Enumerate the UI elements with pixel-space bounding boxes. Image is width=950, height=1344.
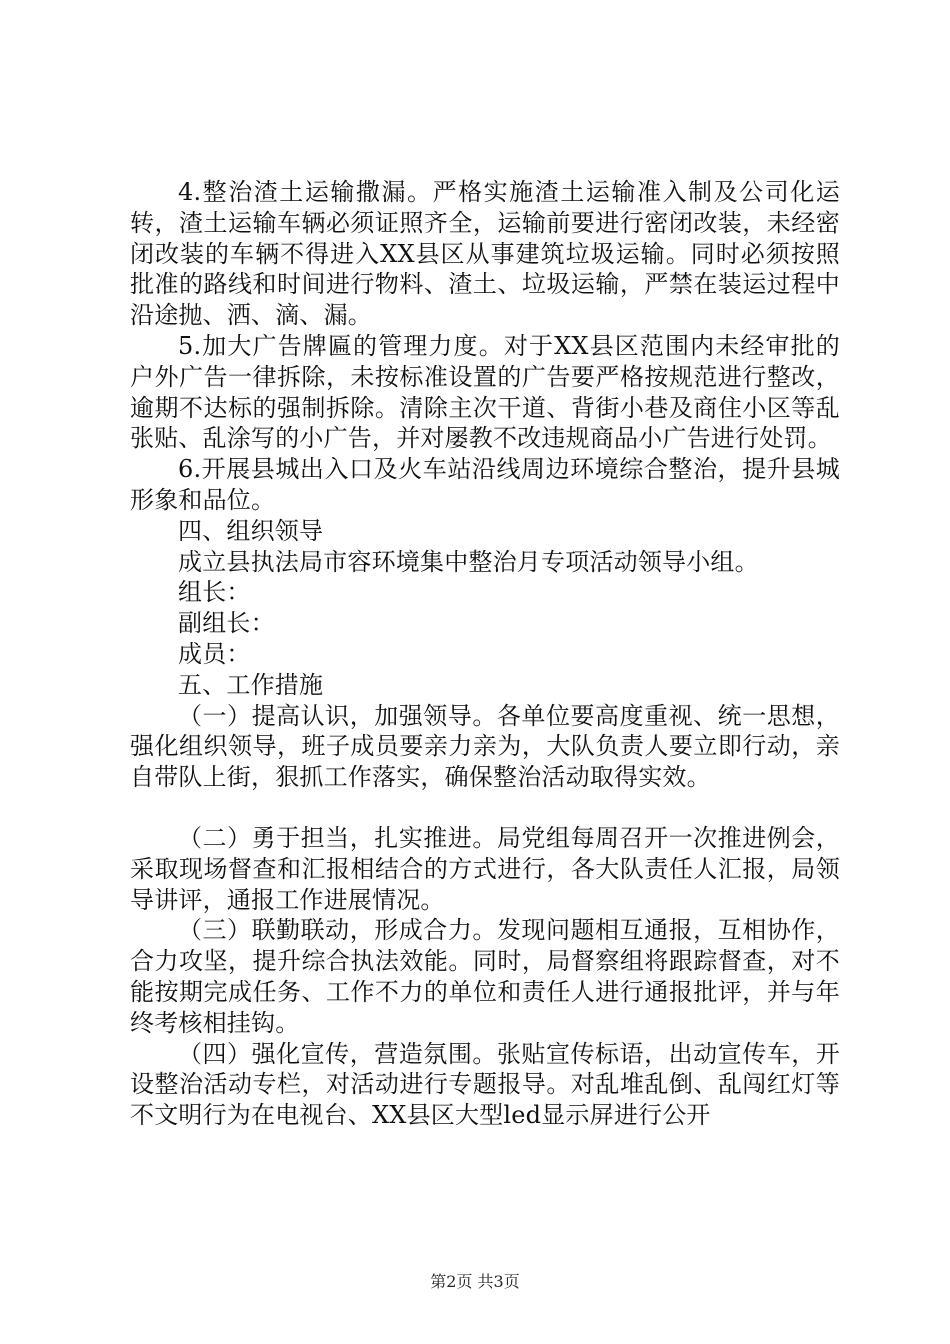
page-number-footer: 第2页 共3页: [430, 1272, 520, 1291]
paragraph-leading-group: 成立县执法局市容环境集中整治月专项活动领导小组。: [178, 547, 759, 576]
paragraph-item-6: 6.开展县城出入口及火车站沿线周边环境综合整治，提升县城形象和品位。: [130, 455, 840, 514]
section-heading-measures: 五、工作措施: [178, 670, 324, 699]
measure-item-2: （二）勇于担当，扎实推进。局党组每周召开一次推进例会，采取现场督查和汇报相结合的方式进行，各大队责任人汇报，局领导讲评，通报工作进展情况。: [130, 823, 840, 914]
label-deputy-leader: 副组长：: [178, 609, 275, 638]
label-members: 成员：: [178, 639, 251, 668]
measure-item-4: （四）强化宣传，营造氛围。张贴宣传标语，出动宣传车，开设整治活动专栏，对活动进行专题报导。对乱堆乱倒、乱闯红灯等不文明行为在电视台、XX县区大型led显示屏进行公开: [130, 1039, 840, 1130]
document-body: [130, 177, 840, 1131]
measure-item-1: （一）提高认识，加强领导。各单位要高度重视、统一思想，强化组织领导，班子成员要亲力亲为，大队负责人要立即行动，亲自带队上街，狠抓工作落实，确保整治活动取得实效。: [130, 701, 840, 792]
paragraph-item-4: 4.整治渣土运输撒漏。严格实施渣土运输准入制及公司化运转，渣土运输车辆必须证照齐全，运输前要进行密闭改装，未经密闭改装的车辆不得进入XX县区从事建筑垃圾运输。同时必须按照批准的路线和时间进行物料、渣土、垃圾运输，严禁在装运过程中沿途抛、洒、滴、漏。: [130, 178, 840, 330]
section-heading-organization: 四、组织领导: [178, 516, 324, 545]
label-group-leader: 组长：: [178, 578, 251, 607]
paragraph-item-5: 5.加大广告牌匾的管理力度。对于XX县区范围内未经审批的户外广告一律拆除，未按标准设置的广告要严格按规范进行整改，逾期不达标的强制拆除。清除主次干道、背街小巷及商住小区等乱张贴、乱涂写的小广告，并对屡教不改违规商品小广告进行处罚。: [130, 331, 840, 453]
measure-item-3: （三）联勤联动，形成合力。发现问题相互通报，互相协作，合力攻坚，提升综合执法效能。同时，局督察组将跟踪督查，对不能按期完成任务、工作不力的单位和责任人进行通报批评，并与年终考核相挂钩。: [130, 916, 840, 1037]
